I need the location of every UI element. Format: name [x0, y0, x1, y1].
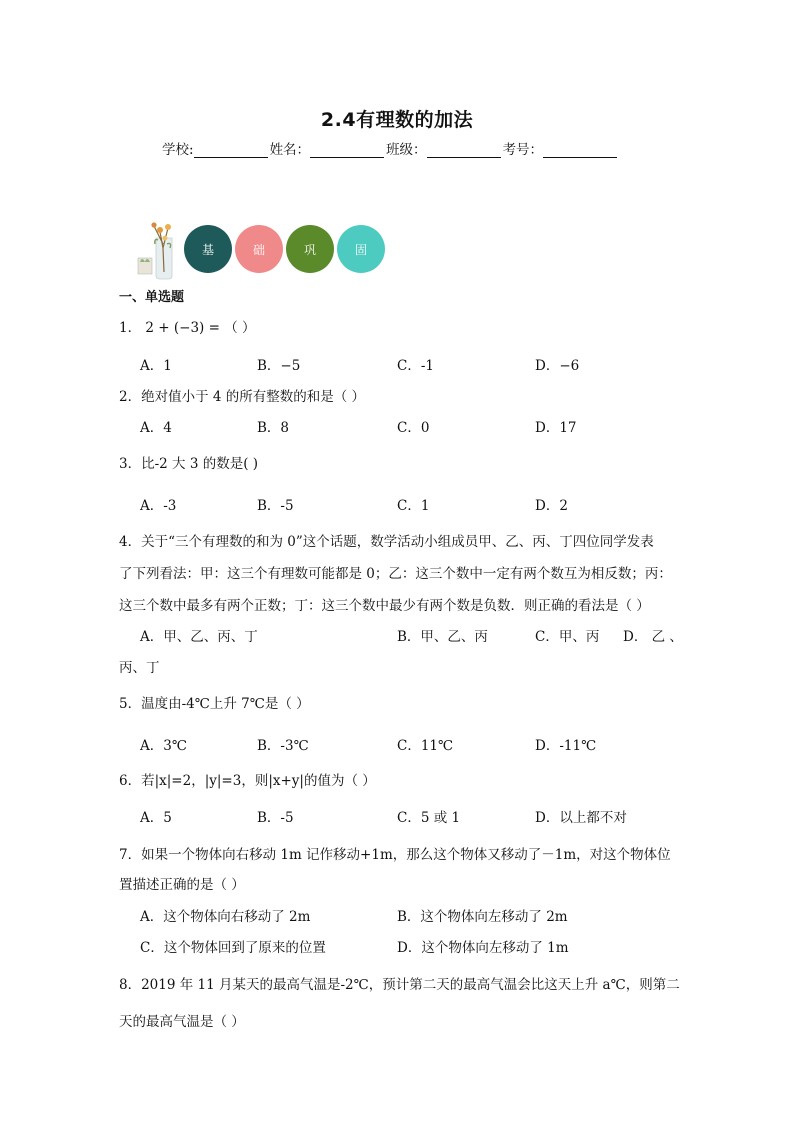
question-7-line-1: 7．如果一个物体向右移动 1m 记作移动+1m，那么这个物体又移动了－1m，对这个物体位: [119, 847, 671, 863]
q6-option-b: B．-5: [257, 810, 294, 826]
question-4-line-1: 4．关于“三个有理数的和为 0”这个话题，数学活动小组成员甲、乙、丙、丁四位同学发表: [119, 534, 654, 550]
plant-vase-icon: [134, 218, 174, 280]
q3-option-b: B．-5: [257, 498, 294, 514]
q1-option-b: B．−5: [257, 358, 301, 374]
q4-option-b: B．甲、乙、丙: [397, 629, 488, 645]
question-4-line-3: 这三个数中最多有两个正数；丁：这三个数中最少有两个数是负数．则正确的看法是（ ）: [119, 598, 650, 614]
banner-circle-1: 基: [184, 225, 232, 273]
question-3: 3．比-2 大 3 的数是( ): [119, 456, 259, 472]
q2-option-a: A．4: [140, 420, 172, 436]
q6-option-c: C．5 或 1: [397, 810, 461, 826]
q3-option-c: C．1: [397, 498, 430, 514]
q3-option-a: A．-3: [140, 498, 177, 514]
q6-option-d: D．以上都不对: [535, 810, 627, 826]
question-6: 6．若|x|=2，|y|=3，则|x+y|的值为（ ）: [119, 773, 376, 789]
q4-option-d-continued: 丙、丁: [119, 660, 160, 676]
question-4-line-2: 了下列看法：甲：这三个有理数可能都是 0；乙：这三个数中一定有两个数互为相反数；丙：: [119, 566, 672, 582]
q7-option-b: B．这个物体向左移动了 2m: [397, 909, 568, 925]
q1-option-d: D．−6: [535, 358, 580, 374]
page-title: 2.4有理数的加法: [320, 109, 474, 131]
q2-option-b: B．8: [257, 420, 290, 436]
student-info-line: [162, 138, 619, 158]
q6-option-a: A．5: [140, 810, 172, 826]
q5-option-d: D．-11℃: [535, 738, 597, 754]
question-1: 1． 2 + (−3) = （ ）: [119, 320, 256, 336]
q7-option-c: C．这个物体回到了原来的位置: [140, 940, 326, 956]
q5-option-a: A．3℃: [140, 738, 187, 754]
q1-option-a: A．1: [140, 358, 172, 374]
q2-option-d: D．17: [535, 420, 577, 436]
class-blank: [427, 143, 501, 158]
q4-option-a: A．甲、乙、丙、丁: [140, 629, 258, 645]
q7-option-a: A．这个物体向右移动了 2m: [140, 909, 311, 925]
q4-option-c: C．甲、丙: [535, 629, 600, 645]
q2-option-c: C．0: [397, 420, 430, 436]
section-title: 一、单选题: [119, 290, 185, 305]
banner-circle-2: 础: [235, 225, 283, 273]
exam-number-label: 考号：: [502, 142, 544, 158]
q1-option-c: C．-1: [397, 358, 434, 374]
q7-option-d: D．这个物体向左移动了 1m: [397, 940, 569, 956]
q4-option-d: D． 乙 、: [623, 629, 683, 645]
question-2: 2．绝对值小于 4 的所有整数的和是（ ）: [119, 389, 366, 405]
exam-number-blank: [543, 143, 617, 158]
q3-option-d: D．2: [535, 498, 568, 514]
question-7-line-2: 置描述正确的是（ ）: [119, 877, 245, 893]
section-banner: [134, 218, 388, 280]
q5-option-b: B．-3℃: [257, 738, 309, 754]
school-label: 学校:: [162, 142, 194, 158]
q5-option-c: C．11℃: [397, 738, 454, 754]
name-label: 姓名：: [269, 142, 311, 158]
banner-circle-3: 巩: [286, 225, 334, 273]
question-8-line-1: 8．2019 年 11 月某天的最高气温是-2℃，预计第二天的最高气温会比这天上升 a℃，则第二: [119, 977, 680, 993]
name-blank: [310, 143, 384, 158]
question-5: 5．温度由-4℃上升 7℃是（ ）: [119, 696, 310, 712]
class-label: 班级：: [386, 142, 427, 158]
question-8-line-2: 天的最高气温是（ ）: [119, 1014, 245, 1030]
school-blank: [194, 143, 268, 158]
banner-circle-4: 固: [337, 225, 385, 273]
